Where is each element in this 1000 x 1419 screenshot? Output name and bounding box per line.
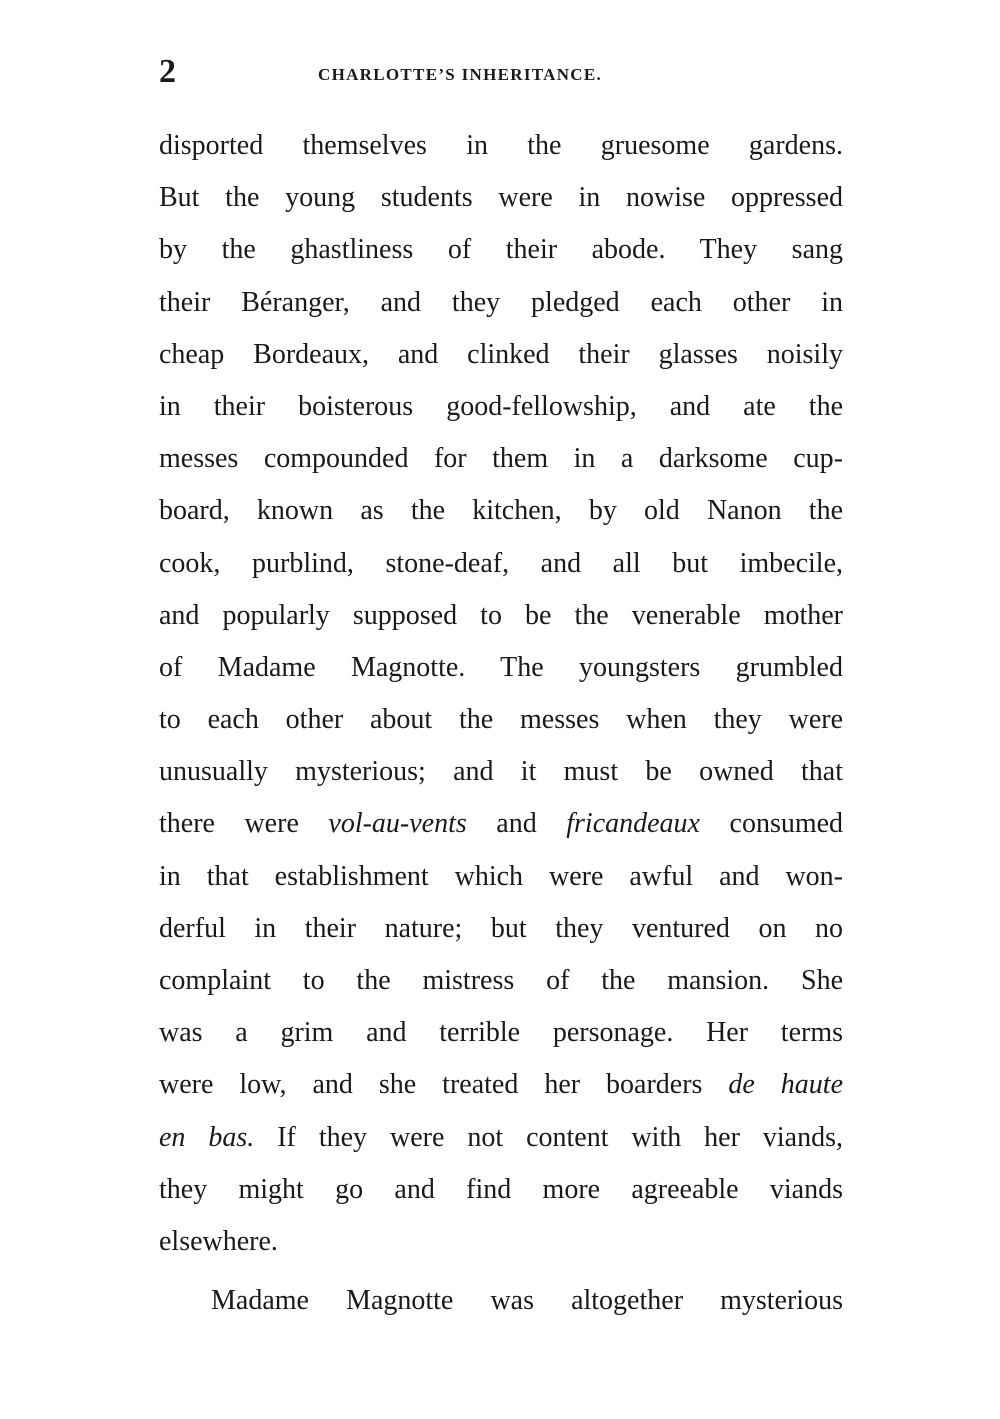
text-line: complaint to the mistress of the mansion. She (159, 965, 843, 996)
italic-phrase: fricandeaux (566, 808, 700, 840)
text-line: messes compounded for them in a darksome cup- (159, 443, 843, 475)
text-line (159, 1059, 843, 1111)
italic-phrase: de haute (728, 1069, 844, 1101)
text-line: to each other about the messes when they were (159, 704, 843, 736)
page-number: 2 (159, 53, 176, 90)
text-line: derful in their nature; but they ventured on no (159, 912, 843, 944)
text-line: they might go and find more agreeable viands (159, 1173, 843, 1205)
text-line: in that establishment which were awful and won- (159, 860, 843, 892)
text-line: elsewhere. (159, 1225, 278, 1257)
text-run: If they were not content with her viands, (277, 1121, 843, 1153)
text-line: Madame Magnotte was altogether mysterious (211, 1285, 843, 1317)
text-line: cook, purblind, stone-deaf, and all but imbecile, (159, 547, 843, 579)
text-line: But the young students were in nowise oppressed (159, 182, 843, 214)
text-line: of Madame Magnotte. The youngsters grumbled (159, 651, 843, 683)
text-line: and popularly supposed to be the venerable mother (159, 599, 843, 631)
text-line: by the ghastliness of their abode. They sang (159, 234, 843, 266)
text-line: in their boisterous good-fellowship, and ate the (159, 390, 843, 422)
text-line: was a grim and terrible personage. Her terms (159, 1017, 843, 1049)
italic-phrase: vol-au-vents (328, 808, 467, 840)
text-line (159, 798, 843, 850)
text-run: there were (159, 808, 299, 840)
text-line: their Béranger, and they pledged each other in (159, 286, 843, 318)
text-line (159, 1112, 843, 1164)
text-run: were low, and she treated her boarders (159, 1069, 703, 1101)
text-line: disported themselves in the gruesome gardens. (159, 130, 843, 161)
body-text (159, 120, 843, 1327)
italic-phrase: en bas. (159, 1121, 255, 1153)
text-run: and (496, 808, 537, 840)
text-line: cheap Bordeaux, and clinked their glasses noisily (159, 338, 843, 370)
running-head: CHARLOTTE’S INHERITANCE. (318, 65, 603, 84)
text-line: unusually mysterious; and it must be owned that (159, 756, 843, 788)
text-run: consumed (729, 808, 844, 840)
text-line: board, known as the kitchen, by old Nanon the (159, 495, 843, 527)
